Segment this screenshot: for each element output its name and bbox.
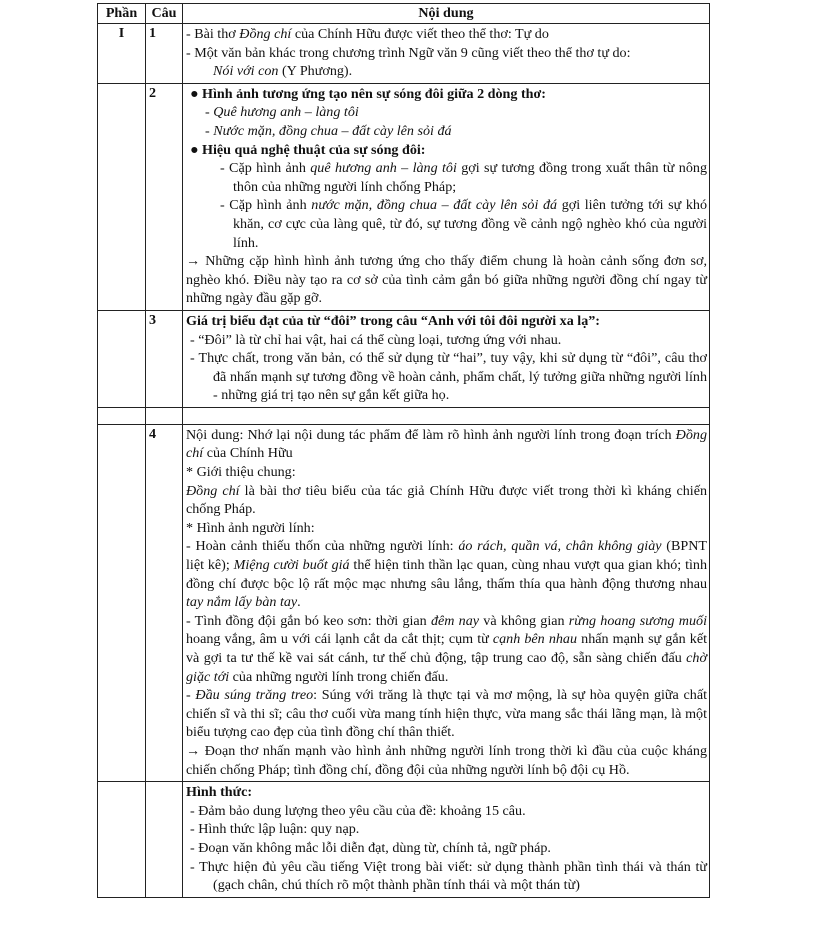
paragraph: - Hoàn cảnh thiếu thốn của những người lính: áo rách, quần vá, chân không giày (BPNT liệt kê); Miệng cười buốt giá thể hiện tinh thần lạc quan, cùng nhau vượt qua gian khó; tình đồng chí được bộc lộ rất mộc mạc nhưng sâu lắng, thấm thía qua hành động thương nhau tay nắm lấy bàn tay. [186, 538, 707, 611]
italic-text: Miệng cười buốt giá [233, 557, 350, 574]
list-item: - Đảm bảo dung lượng theo yêu cầu của đề: khoảng 15 câu. [190, 802, 526, 819]
paragraph: Nội dung: Nhớ lại nội dung tác phẩm để làm rõ hình ảnh người lính trong đoạn trích Đồng chí của Chính Hữu [186, 426, 707, 462]
paragraph: * Giới thiệu chung: [186, 464, 296, 481]
answer-sheet [97, 3, 709, 898]
question-cell: 1 [146, 24, 183, 84]
paragraph: Đồng chí là bài thơ tiêu biểu của tác giả Chính Hữu được viết trong thời kì kháng chiến chống Pháp. [186, 482, 707, 518]
empty-cell [146, 407, 183, 424]
italic-text: áo rách, quần vá, chân không giày [458, 538, 662, 555]
section-heading: ● Hình ảnh tương ứng tạo nên sự sóng đôi giữa 2 dòng thơ: [190, 85, 546, 102]
table-row [98, 424, 710, 781]
list-item: - Thực hiện đủ yêu cầu tiếng Việt trong bài viết: sử dụng thành phần tình thái và thán từ (gạch chân, chú thích rõ một thành phần tính thái và một thán từ) [190, 858, 707, 894]
content-cell [183, 424, 710, 781]
paragraph: - Đầu súng trăng treo: Súng với trăng là thực tại và mơ mộng, là sự hòa quyện giữa chất chiến sĩ và thi sĩ; câu thơ cuối vừa mang tính hiện thực, vừa mang sắc thái lãng mạn, là một biểu tượng cao đẹp của tình đồng chí thân thiết. [186, 687, 707, 741]
content-line: - Một văn bản khác trong chương trình Ngữ văn 9 cũng viết theo thể thơ tự do: [186, 44, 631, 61]
list-item: - Đoạn văn không mắc lỗi diễn đạt, dùng từ, chính tả, ngữ pháp. [190, 839, 551, 856]
content-cell [183, 83, 710, 310]
table-row [98, 782, 710, 898]
conclusion: → Những cặp hình hình ảnh tương ứng cho thấy điểm chung là hoàn cảnh sống đơn sơ, nghèo khó. Điều này tạo ra cơ sở của tình cảm gắn bó giữa những người đồng chí ngay từ những ngày đầu gặp gỡ. [186, 253, 707, 307]
paragraph: → Đoạn thơ nhấn mạnh vào hình ảnh những người lính trong thời kì đầu của cuộc kháng chiến chống Pháp; tình đồng chí, đồng đội của những người lính bộ đội cụ Hồ. [186, 742, 707, 778]
part-cell [98, 424, 146, 781]
content-cell [183, 782, 710, 898]
question-cell: 2 [146, 83, 183, 310]
italic-text: Đầu súng trăng treo [195, 687, 314, 704]
question-cell [146, 782, 183, 898]
italic-text: Nói với con [213, 63, 279, 80]
list-item: - “Đôi” là từ chỉ hai vật, hai cá thể cùng loại, tương ứng với nhau. [190, 331, 562, 348]
section-heading: Hình thức: [186, 784, 253, 801]
italic-text: nước mặn, đồng chua – đất cày lên sỏi đá [311, 197, 558, 214]
question-cell: 3 [146, 310, 183, 407]
italic-text: Đồng chí [186, 482, 240, 499]
list-item: - Hình thức lập luận: quy nạp. [190, 821, 360, 838]
italic-text: cạnh bên nhau [492, 631, 578, 648]
part-cell [98, 782, 146, 898]
italic-text: rừng hoang sương muối [568, 612, 707, 629]
italic-text: quê hương anh – làng tôi [310, 160, 457, 177]
header-content: Nội dung [183, 4, 710, 24]
part-cell [98, 83, 146, 310]
empty-cell [98, 407, 146, 424]
section-heading: Giá trị biểu đạt của từ “đôi” trong câu “Anh với tôi đôi người xa lạ”: [186, 312, 601, 329]
content-cell [183, 310, 710, 407]
question-cell: 4 [146, 424, 183, 781]
content-line: Nói với con (Y Phương). [213, 63, 353, 80]
italic-text: Đồng chí [186, 426, 707, 462]
section-heading: ● Hiệu quả nghệ thuật của sự sóng đôi: [190, 141, 426, 158]
content-line: - Bài thơ Đồng chí của Chính Hữu được viết theo thể thơ: Tự do [186, 26, 549, 42]
part-cell [98, 310, 146, 407]
header-part: Phần [98, 4, 146, 24]
paragraph: * Hình ảnh người lính: [186, 519, 315, 536]
answer-table [97, 3, 710, 898]
list-item: - Thực chất, trong văn bản, có thể sử dụng từ “hai”, tuy vậy, khi sử dụng từ “đôi”, câu thơ đã nhấn mạnh sự tương đồng về hoàn cảnh, phẩm chất, lý tưởng giữa những người lính - những giá trị tạo nên sự gắn kết giữa họ. [190, 350, 707, 404]
content-cell [183, 24, 710, 84]
list-item: - Cặp hình ảnh nước mặn, đồng chua – đất cày lên sỏi đá gợi liên tưởng tới sự khó khăn, cơ cực của làng quê, từ đó, sự tương đồng về cảnh ngộ nghèo khó của người lính. [220, 197, 707, 251]
table-row [98, 310, 710, 407]
italic-text: đêm nay [430, 612, 480, 629]
part-cell: I [98, 24, 146, 84]
paragraph: - Tình đồng đội gắn bó keo sơn: thời gian đêm nay và không gian rừng hoang sương muối hoang vắng, âm u với cái lạnh cắt da cắt thịt; cụm từ cạnh bên nhau nhấn mạnh sự gắn kết và gợi ta tư thế kề vai sát cánh, tư thế chủ động, tập trung cao độ, sẵn sàng chiến đấu chờ giặc tới của những người lính trong chiến đấu. [186, 612, 707, 685]
table-row [98, 83, 710, 310]
list-item: - Nước mặn, đồng chua – đất cày lên sỏi đá [205, 122, 452, 139]
header-question: Câu [146, 4, 183, 24]
italic-text: Đồng chí [239, 26, 292, 42]
empty-row [98, 407, 710, 424]
table-row [98, 24, 710, 84]
list-item: - Cặp hình ảnh quê hương anh – làng tôi gợi sự tương đồng trong xuất thân từ nông thôn của những người lính chống Pháp; [220, 160, 707, 195]
empty-cell [183, 407, 710, 424]
italic-text: chờ giặc tới [186, 650, 707, 685]
list-item: - Quê hương anh – làng tôi [205, 104, 359, 121]
header-row [98, 4, 710, 24]
italic-text: tay nắm lấy bàn tay [186, 594, 298, 611]
